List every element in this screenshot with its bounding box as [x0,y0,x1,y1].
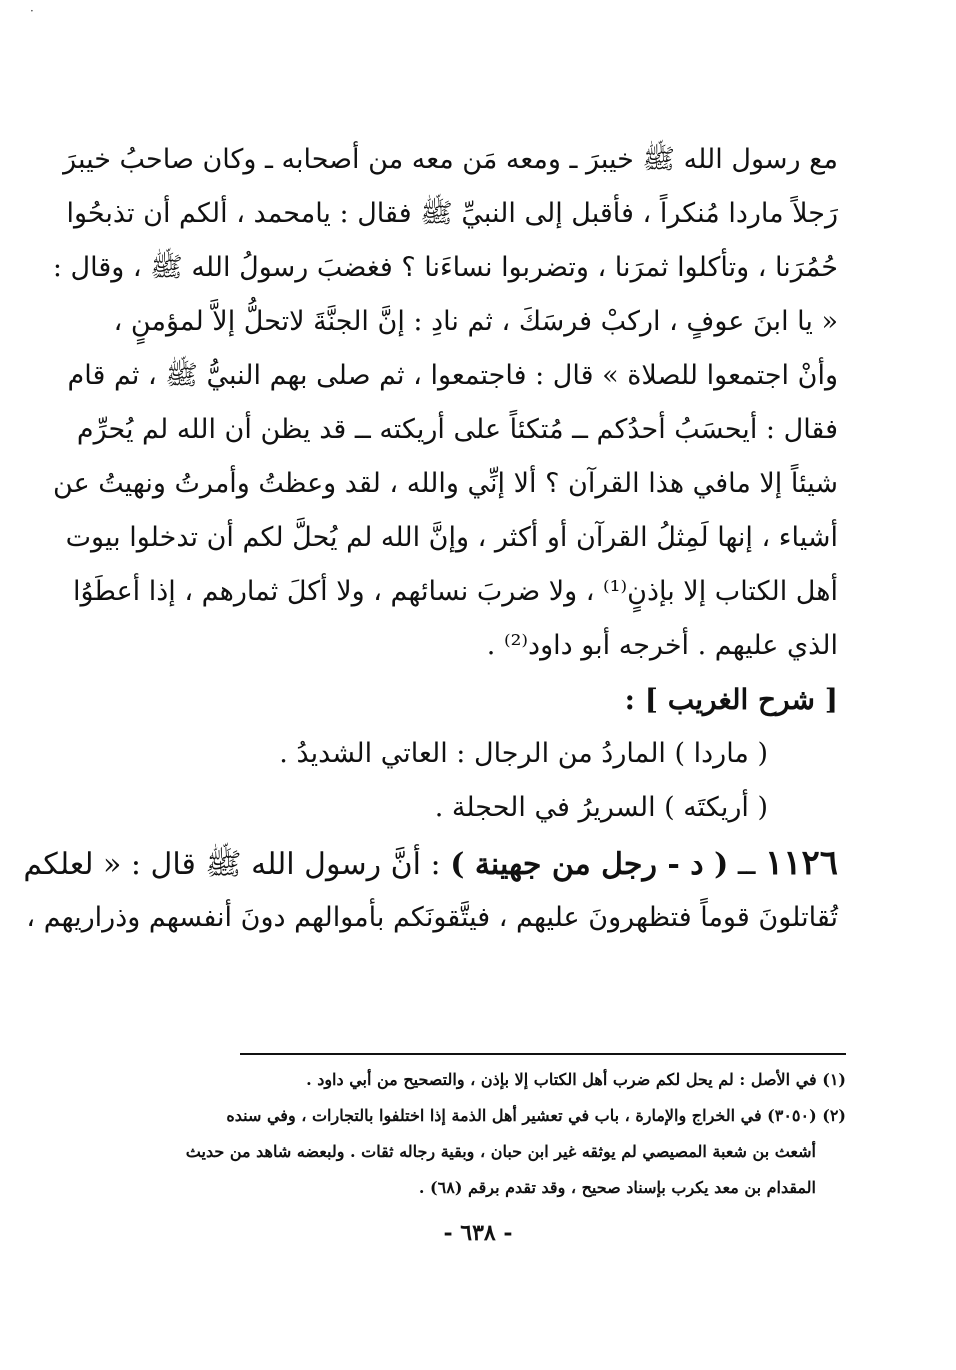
footnote-divider [240,1053,846,1055]
body-line: أهل الكتاب إلا بإذنٍ⁽¹⁾ ، ولا ضربَ نسائهم ، ولا أكلَ ثمارهم ، إذا أعطَوُا [72,576,838,607]
body-line: حُمُرَنا ، وتأكلوا ثمرَنا ، وتضربوا نساءَنا ؟ فغضبَ رسولُ الله ﷺ ، وقال : [52,252,838,283]
footnotes [118,1062,846,1206]
body-line: أشياء ، إنها لَمِثلُ القرآن أو أكثر ، وإنَّ الله لم يُحلَّ لكم أن تدخلوا بيوت [65,522,838,553]
body-line: شيئاً إلا مافي هذا القرآن ؟ ألا إنِّي والله ، لقد وعظتُ وأمرتُ ونهيتُ عن [53,468,838,499]
main-text [23,133,838,945]
hadith-text: : أنَّ رسول الله ﷺ قال : « لعلكم [23,847,441,882]
body-line: مع رسول الله ﷺ خيبرَ ـ ومعه مَن معه من أصحابه ـ وكان صاحبُ خيبرَ [63,144,838,175]
gloss-line: ( ماردا ) الماردُ من الرجال : العاتي الشديدُ . [279,738,768,769]
body-line: الذي عليهم . أخرجه أبو داود⁽²⁾ . [486,630,838,661]
footnote: (١) في الأصل : لم يحل لكم ضرب أهل الكتاب إلا بإذن ، والتصحيح من أبي داود . [306,1070,846,1089]
gharib-heading: [ شرح الغريب ] : [624,683,838,716]
hadith-heading [23,835,838,891]
footnote-continuation: المقدام بن معد يكرب بإسناد صحيح ، وقد تقدم برقم (٦٨) . [418,1178,816,1197]
gloss-line: ( أريكتَه ) السريرُ في الحجلة . [434,792,768,823]
body-line: « يا ابنَ عوفٍ ، اركبْ فرسَكَ ، ثم نادِ : إنَّ الجنَّةَ لاتحلُّ إلاَّ لمؤمنٍ ، [113,306,838,337]
hadith-dash: ــ [737,847,756,882]
hadith-source: ( د - رجل من جهينة ) [450,847,729,882]
footnote: (٢) (٣٠٥٠) في الخراج والإمارة ، باب في تعشير أهل الذمة إذا اختلفوا بالتجارات ، وفي سنده [226,1106,846,1125]
page-number: - ٦٣٨ - [443,1220,513,1246]
body-line: وأنْ اجتمعوا للصلاة » قال : فاجتمعوا ، ثم صلى بهم النبيُّ ﷺ ، ثم قام [67,360,838,391]
hadith-number: ١١٢٦ [764,843,838,883]
body-line: تُقاتلونَ قوماً فتظهرونَ عليهم ، فيتَّقونَكم بأموالهم دونَ أنفسهم وذراريهم ، [26,902,838,933]
corner-mark: · [30,4,34,18]
body-line: رَجلاً ماردا مُنكراً ، فأقبل إلى النبيِّ ﷺ فقال : يامحمد ، ألكم أن تذبحُوا [66,198,838,229]
body-line: فقال : أيحسَبُ أحدُكم ــ مُتكئاً على أريكته ــ قد يظن أن الله لم يُحرِّم [76,414,838,445]
footnote-continuation: أشعث بن شعبة المصيصي لم يوثقه غير ابن حبان ، وبقية رجاله ثقات . ولبعضه شاهد من حديث [185,1142,816,1161]
